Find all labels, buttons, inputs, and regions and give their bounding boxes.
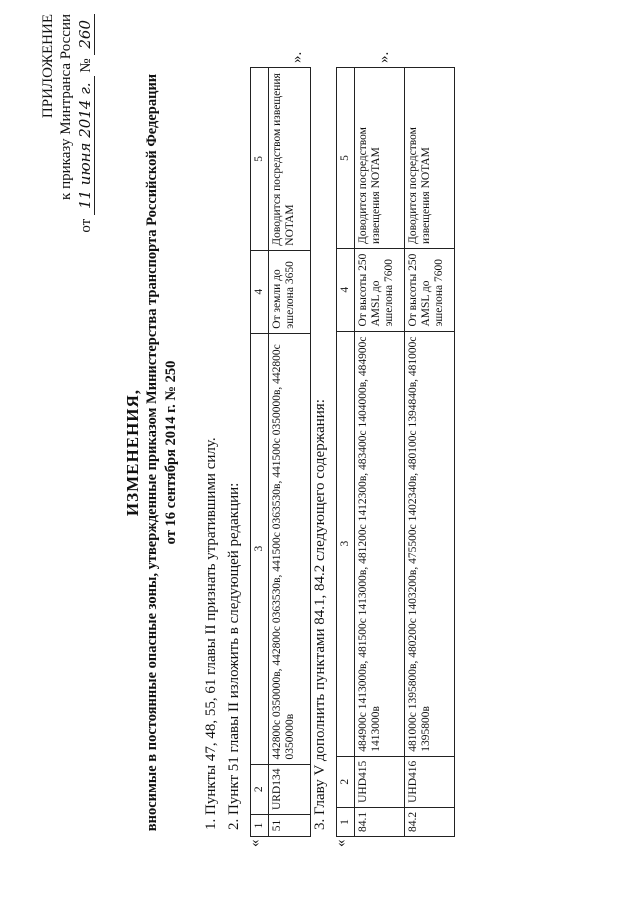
- header-cell: 2: [251, 764, 269, 815]
- handwritten-date: 11 июня 2014 г.: [77, 76, 95, 215]
- header-cell: 3: [337, 331, 355, 756]
- item-2: 2. Пункт 51 главы II изложить в следующей редакции:: [226, 482, 242, 830]
- close-quote-1: ».: [289, 51, 305, 63]
- table-row: [269, 68, 311, 837]
- cell-notice: Доводится посредством извещения NOTAM: [269, 68, 311, 251]
- cell-code: URD134: [269, 764, 311, 815]
- zone-table-2: [336, 67, 455, 837]
- document-title: ИЗМЕНЕНИЯ,: [123, 388, 142, 517]
- cell-coordinates: 484900с 1413000в, 481500с 1413000в, 481200с 1412300в, 483400с 1404000в, 484900с 1413000в: [355, 331, 405, 756]
- header-cell: 4: [337, 249, 355, 332]
- close-quote-2a: ».: [376, 51, 392, 63]
- cell-coordinates: 481000с 1395800в, 480200с 1403200в, 475500с 1402340в, 480100с 1394840в, 481000с 1395800в: [405, 331, 455, 756]
- header-cell: 2: [337, 756, 355, 807]
- number-prefix: №: [78, 58, 94, 73]
- cell-notice: Доводится посредством извещения NOTAM: [355, 68, 405, 249]
- cell-code: UHD416: [405, 756, 455, 807]
- document-subtitle: вносимые в постоянные опасные зоны, утвержденные приказом Министерства транспорта Российской Федерации: [144, 73, 160, 832]
- date-prefix: от: [78, 218, 94, 233]
- cell-coordinates: 442800с 0350000в, 442800с 0363530в, 441500с 0363530в, 441500с 0350000в, 442800с 0350000в: [269, 333, 311, 764]
- cell-code: UHD415: [355, 756, 405, 807]
- header-cell: 1: [251, 815, 269, 837]
- document-date: от 16 сентября 2014 г. № 250: [163, 360, 179, 545]
- header-cell: 5: [337, 68, 355, 249]
- cell-number: 84.1: [355, 807, 405, 836]
- order-date-line: [77, 14, 95, 233]
- item-3: 3. Главу V дополнить пунктами 84.1, 84.2 следующего содержания:: [312, 399, 328, 830]
- cell-notice: Доводится посредством извещения NOTAM: [405, 68, 455, 249]
- table-header-row: [251, 68, 269, 837]
- item-1: 1. Пункты 47, 48, 55, 61 главы II признать утратившими силу.: [203, 437, 219, 830]
- table-header-row: [337, 68, 355, 837]
- cell-number: 84.2: [405, 807, 455, 836]
- open-quote-1: «: [247, 839, 263, 847]
- order-reference: к приказу Минтранса России: [58, 14, 74, 200]
- zone-table-1: [250, 67, 311, 837]
- table-row: [355, 68, 405, 837]
- header-cell: 3: [251, 333, 269, 764]
- header-cell: 4: [251, 250, 269, 333]
- header-cell: 5: [251, 68, 269, 251]
- cell-altitude: От земли до эшелона 3650: [269, 250, 311, 333]
- cell-altitude: От высоты 250 AMSL до эшелона 7600: [355, 249, 405, 332]
- open-quote-2: «: [333, 839, 349, 847]
- cell-altitude: От высоты 250 AMSL до эшелона 7600: [405, 249, 455, 332]
- appendix-label: ПРИЛОЖЕНИЕ: [40, 14, 56, 119]
- handwritten-number: 260: [77, 14, 95, 55]
- cell-number: 51: [269, 815, 311, 837]
- table-row: [405, 68, 455, 837]
- header-cell: 1: [337, 807, 355, 836]
